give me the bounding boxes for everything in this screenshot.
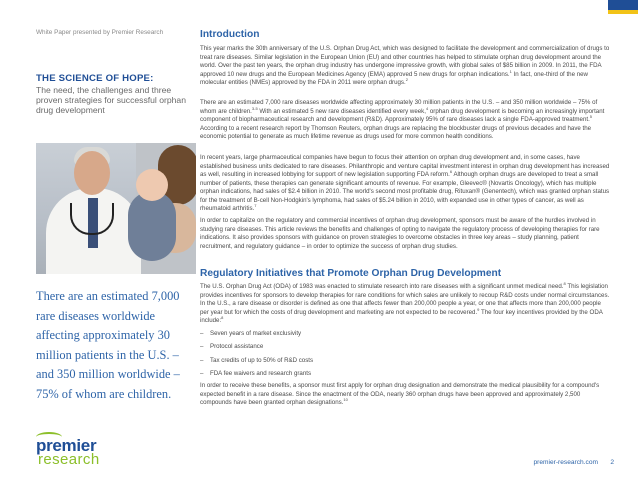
intro-paragraph-2: There are an estimated 7,000 rare diseases worldwide affecting approximately 30 million patients in the U.S. – and 350 million worldwide – 75% of whom are children.$^{3-5}$ With an estimated 5 new rare diseases identified every week,$^4$ orphan drug development is becoming an increasingly important component of biopharmaceutical research and development (R&D). Approximately 95% of rare diseases lack a single FDA-approved treatment.$^5$ According to a recent research report by Thomson Reuters, orphan drugs are replacing the blockbuster drugs of previous decades and have the economic potential to generate as much lifetime revenue as drugs used for more common health conditions.: [200, 99, 605, 141]
regulatory-paragraph-1: The U.S. Orphan Drug Act (ODA) of 1983 was enacted to stimulate research into rare diseases with a significant unmet medical need.$^8$ This legislation provides incentives for sponsors to develop therapies for rare conditions for which sales are unlikely to recoup R&D costs under normal circumstances. In the U.S., a rare disease or disorder is defined as one that affects fewer than 200,000 people a year, or one that affects more than 200,000 people per year but for which the costs of drug development and marketing are not expected to be recovered.$^9$ The four key incentives provided by the ODA include:$^8$: [200, 280, 610, 325]
logo-word-premier: premier: [36, 436, 97, 455]
sidebar-title: THE SCIENCE OF HOPE:: [36, 73, 154, 84]
list-item: – Tax credits of up to 50% of R&D costs: [200, 356, 314, 364]
footer-url-link[interactable]: premier-research.com: [533, 459, 598, 466]
corner-yellow-stripe: [608, 10, 638, 14]
intro-paragraph-4: In order to capitalize on the regulatory and commercial incentives of orphan drug development, sponsors must be aware of the hurdles involved in studying rare diseases. This article reviews the benefits and challenges of opting to navigate the regulatory process of developing therapies for rare indications. It also provides sponsors with guidance on proven strategies to overcome obstacles in three key areas – study planning, patient recruitment, and regulatory guidance – in order to optimize the success of orphan drug studies.: [200, 217, 600, 250]
corner-brand-bar: [608, 0, 638, 14]
premier-research-logo[interactable]: [36, 436, 136, 468]
list-item: – FDA fee waivers and research grants: [200, 369, 312, 377]
pull-quote: There are an estimated 7,000 rare diseases worldwide affecting approximately 30 million patients in the U.S. – and 350 million worldwide – 75% of whom are children.: [36, 289, 180, 401]
page-number: 2: [610, 459, 614, 466]
doctor-with-baby-photo: [36, 143, 196, 274]
regulatory-paragraph-2: In order to receive these benefits, a sponsor must first apply for orphan drug designation and demonstrate the medical plausibility for a compound's expected benefit in a rare disease. Since the enactment of the ODA, nearly 360 orphan drugs have been approved and approximately 2,500 compounds have been granted orphan designations.$^{10}$: [200, 382, 600, 407]
intro-paragraph-3: In recent years, large pharmaceutical companies have begun to focus their attention on orphan drug development and, in some cases, have established business units dedicated to rare diseases. Philanthropic and venture capital investment interest in orphan drug development has increased as well, resulting in increased lobbying for support of new legislation supporting FDA reform.$^6$ Although orphan drugs are developed to treat a small number of patients, these therapies can generate significant amounts of revenue. For example, Gleevec® (Novartis Oncology), which has multiple orphan indications, had sales of $2.4 billion in 2010. The world's second most profitable drug, Rituxan® (Genentech), which was granted orphan status for the treatment of B-cell Non-Hodgkin's lymphoma, had sales of $5.24 billion in 2010, with expanded use in other types of cancer, as well as rheumatoid arthritis.$^7$: [200, 154, 610, 213]
list-item: – Protocol assistance: [200, 343, 264, 351]
incentives-list: [200, 327, 600, 380]
intro-heading: Introduction: [200, 29, 260, 40]
sidebar-subtitle: The need, the challenges and three proven strategies for successful orphan drug development: [36, 85, 186, 116]
whitepaper-label: White Paper presented by Premier Research: [36, 29, 164, 36]
corner-blue-block: [608, 0, 638, 10]
regulatory-heading: Regulatory Initiatives that Promote Orphan Drug Development: [200, 268, 502, 279]
logo-word-research: research: [38, 451, 100, 468]
intro-paragraph-1: This year marks the 30th anniversary of the U.S. Orphan Drug Act, which was designed to facilitate the development and commercialization of drugs to treat rare diseases. Similar legislation in the European Union (EU) and other countries has helped to stimulate orphan drug development around the world. Over the past ten years, the orphan drug industry has undergone impressive growth, with global sales of $85 billion in 2009. In 2011, the FDA approved 10 new drugs and the European Medicines Agency (EMA) approved 5 new drugs for orphan indications.$^1$ In fact, one-third of the new molecular entities (NMEs) approved by the FDA in 2011 were orphan drugs.$^2$: [200, 45, 610, 87]
list-item: – Seven years of market exclusivity: [200, 330, 302, 337]
